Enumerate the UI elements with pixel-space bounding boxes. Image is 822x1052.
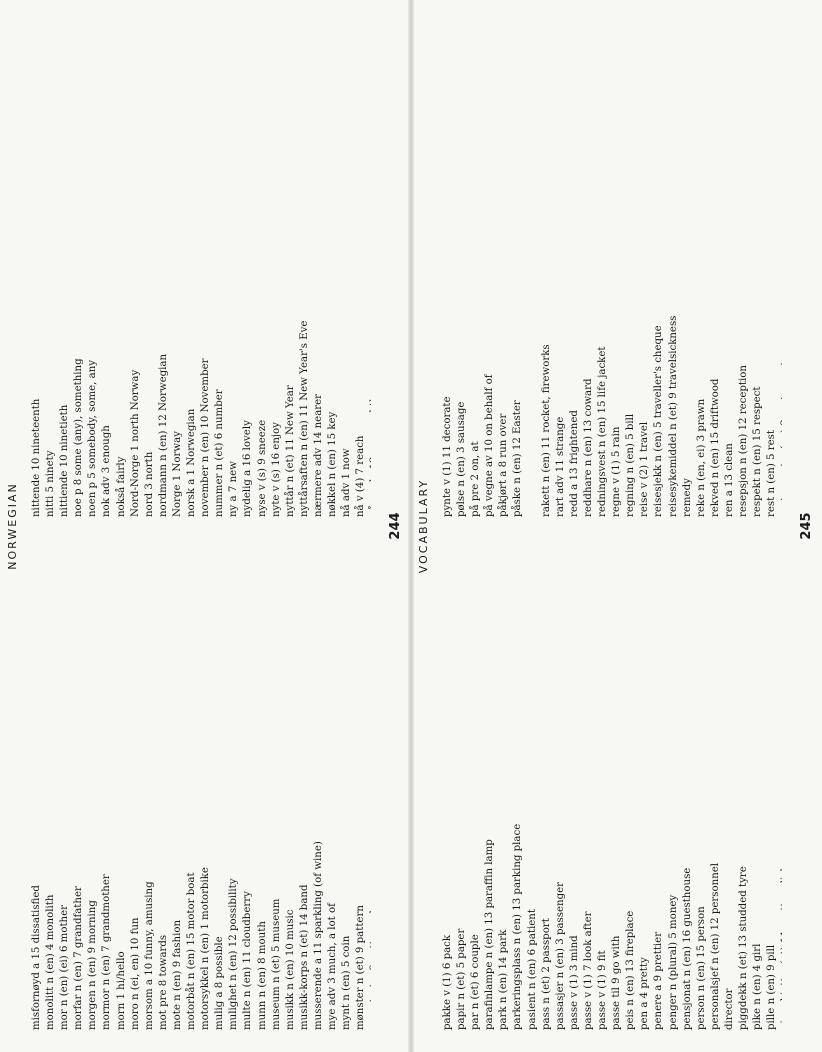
vocab-entry: noen p 5 somebody, some, any bbox=[87, 359, 99, 517]
vocab-entry: reisesykemiddel n (et) 9 travelsickness bbox=[667, 315, 679, 517]
vocab-entry: mor n (en) (ei) 6 mother bbox=[59, 904, 71, 1030]
vocab-entry: nittende 10 nineteenth bbox=[31, 398, 42, 517]
vocab-entry: rart adv 11 strange bbox=[554, 416, 566, 517]
vocab-entry: respekt n (en) 15 respect bbox=[752, 386, 764, 517]
vocab-entry: musikk-korps n (et) 14 band bbox=[298, 884, 310, 1030]
vocab-entry: ny a 7 new bbox=[228, 461, 240, 517]
vocab-entry: monolitt n (en) 4 monolith bbox=[45, 894, 57, 1030]
vocab-entry: parafinlampe n (en) 13 paraffin lamp bbox=[484, 839, 496, 1030]
vocab-entry: munn n (en) 8 mouth bbox=[256, 921, 268, 1030]
page-number: 244 bbox=[388, 512, 403, 540]
vocab-entry: rest n (en) 5 rest bbox=[766, 430, 778, 517]
vocab-entry: director bbox=[723, 988, 735, 1030]
vocab-entry: pasient n (en) 6 patient bbox=[526, 909, 538, 1030]
vocab-entry: pass n (et) 2 passport bbox=[540, 918, 552, 1030]
vocab-entry: nå adv 1 now bbox=[341, 448, 353, 517]
vocab-entry: pille n (en) 9 pill bbox=[766, 944, 778, 1030]
vocabulary-columns bbox=[441, 22, 782, 1030]
vocab-entry: motorbåt n (en) 15 motor boat bbox=[186, 872, 198, 1030]
vocab-entry: musikk n (en) 10 music bbox=[284, 909, 296, 1030]
vocab-entry: passe v (1) 7 look after bbox=[582, 911, 594, 1030]
vocab-entry: pølse n (en) 3 sausage bbox=[456, 401, 468, 517]
vocab-entry: Nord-Norge 1 north Norway bbox=[129, 369, 141, 517]
vocab-entry: nord 3 north bbox=[143, 451, 155, 517]
vocab-entry: par n (et) 6 couple bbox=[470, 934, 482, 1030]
vocab-entry: mote n (en) 9 fashion bbox=[171, 919, 183, 1030]
vocab-entry: reke n (en, ei) 3 prawn bbox=[695, 398, 707, 517]
vocab-entry: mye adv 3 much, a lot of bbox=[326, 903, 338, 1030]
vocab-entry: museum n (et) 5 museum bbox=[270, 898, 282, 1030]
vocab-entry: mulig a 8 possible bbox=[214, 936, 226, 1030]
vocab-entry: Norge 1 Norway bbox=[171, 431, 183, 517]
vocab-entry: regning n (en) 5 bill bbox=[625, 413, 637, 517]
vocab-entry: påkjørt a 8 run over bbox=[498, 413, 510, 517]
vocab-entry: multe n (en) 11 cloudberry bbox=[242, 891, 254, 1030]
vocab-entry: mormor n (en) 7 grandmother bbox=[101, 874, 113, 1030]
vocab-entry: påske n (en) 12 Easter bbox=[512, 400, 524, 517]
vocab-entry: nordmann n (en) 12 Norwegian bbox=[157, 353, 169, 517]
vocab-entry: person n (en) 15 person bbox=[695, 906, 707, 1030]
vocab-entry: penere a 9 prettier bbox=[653, 931, 665, 1030]
vocab-column bbox=[30, 22, 371, 517]
vocab-entry: noe p 8 some (any), something bbox=[73, 358, 85, 517]
right-page bbox=[411, 0, 822, 1052]
vocab-entry: ren a 13 clean bbox=[723, 443, 735, 517]
vocab-entry: nyte v (s) 16 enjoy bbox=[270, 422, 282, 517]
vocab-entry: på vegne av 10 on behalf of bbox=[484, 374, 496, 517]
vocab-entry: nummer n (et) 6 number bbox=[214, 389, 226, 517]
vocab-entry: nok adv 3 enough bbox=[101, 425, 113, 517]
vocab-entry: nyttårsaften n (en) 11 New Year's Eve bbox=[298, 320, 310, 517]
vocab-entry bbox=[368, 22, 371, 517]
vocab-entry: musserende a 11 sparkling (of wine) bbox=[312, 841, 324, 1030]
vocab-entry: personalsjef n (en) 12 personnel bbox=[709, 862, 721, 1030]
vocab-entry: papir n (et) 5 paper bbox=[456, 928, 468, 1030]
vocab-entry: passe v (1) 3 mind bbox=[568, 935, 580, 1030]
page-header: VOCABULARY bbox=[417, 478, 430, 574]
vocab-entry: passasjer n (en) 3 passenger bbox=[554, 881, 566, 1030]
vocab-entry: på pre 2 on, at bbox=[470, 441, 482, 517]
vocab-entry: remedy bbox=[681, 478, 693, 517]
vocab-entry: nøkkel n (en) 15 key bbox=[326, 411, 338, 517]
vocab-entry: pen a 4 pretty bbox=[639, 957, 651, 1030]
page-number: 245 bbox=[799, 512, 814, 540]
vocab-entry: mot pre 8 towards bbox=[157, 934, 169, 1030]
vocab-entry: nokså fairly bbox=[115, 456, 127, 517]
vocab-entry: nærmere adv 14 nearer bbox=[312, 393, 324, 517]
vocab-entry: reddhare n (en) 13 coward bbox=[582, 378, 594, 517]
vocab-entry bbox=[779, 535, 782, 1030]
vocab-entry: morn 1 hi/hello bbox=[115, 951, 127, 1030]
vocab-entry: nydelig a 16 lovely bbox=[242, 420, 254, 517]
vocab-entry: reisesjekk n (en) 5 traveller's cheque bbox=[653, 325, 665, 517]
vocab-entry: norsk a 1 Norwegian bbox=[186, 408, 198, 517]
page-header: NORWEGIAN bbox=[6, 482, 19, 570]
vocab-entry: nitti 5 ninety bbox=[45, 450, 57, 517]
vocab-column bbox=[441, 535, 782, 1030]
vocab-entry: morfar n (en) 7 grandfather bbox=[73, 886, 85, 1030]
vocab-entry: nittiende 10 ninetieth bbox=[59, 404, 71, 517]
vocab-entry: mulighet n (en) 12 possibility bbox=[228, 878, 240, 1030]
vocab-column bbox=[441, 22, 782, 517]
vocab-entry: nyttår n (et) 11 New Year bbox=[284, 385, 296, 517]
vocab-entry bbox=[779, 22, 782, 517]
vocab-entry: reise v (2) 1 travel bbox=[639, 421, 651, 517]
vocab-entry: rekved n (en) 15 driftwood bbox=[709, 378, 721, 517]
vocab-entry: passe v (1) 9 fit bbox=[597, 950, 609, 1030]
vocab-entry: morgen n (en) 9 morning bbox=[87, 900, 99, 1030]
vocab-entry: misfornøyd a 15 dissatisfied bbox=[31, 885, 42, 1030]
vocab-column bbox=[30, 535, 371, 1030]
vocab-entry: mynt n (en) 5 coin bbox=[341, 935, 353, 1030]
vocab-entry: piggdekk n (et) 13 studded tyre bbox=[737, 866, 749, 1030]
vocab-entry: passe til 9 go with bbox=[611, 935, 623, 1030]
vocab-entry: peis n (en) 13 fireplace bbox=[625, 910, 637, 1030]
vocab-entry: nå v (4) 7 reach bbox=[355, 435, 367, 517]
vocab-entry: park n (en) 14 park bbox=[498, 929, 510, 1030]
vocab-entry: morsom a 10 funny, amusing bbox=[143, 881, 155, 1030]
vocab-entry bbox=[368, 535, 371, 1030]
vocab-entry: pensjonat n (en) 16 guesthouse bbox=[681, 867, 693, 1030]
vocab-entry bbox=[526, 22, 540, 517]
vocab-entry: mønster n (et) 9 pattern bbox=[355, 905, 367, 1030]
vocab-entry: redd a 13 frightened bbox=[568, 410, 580, 517]
vocabulary-columns bbox=[30, 22, 371, 1030]
vocab-entry: pakke v (1) 6 pack bbox=[442, 934, 453, 1030]
vocab-entry: regne v (1) 5 rain bbox=[611, 426, 623, 517]
vocab-entry: moro n (ei, en) 10 fun bbox=[129, 917, 141, 1030]
vocab-entry: pike n (en) 4 girl bbox=[752, 943, 764, 1030]
vocab-entry: resepsjon n (en) 12 reception bbox=[737, 365, 749, 517]
vocab-entry: nyse v (s) 9 sneeze bbox=[256, 419, 268, 517]
vocab-entry: rakett n (en) 11 rocket, fireworks bbox=[540, 344, 552, 517]
vocab-entry: redningsvest n (en) 15 life jacket bbox=[597, 346, 609, 517]
vocab-entry: penger n (plural) 5 money bbox=[667, 894, 679, 1030]
vocab-entry: pynte v (1) 11 decorate bbox=[442, 396, 453, 517]
vocab-entry: parkeringsplass n (en) 13 parking place bbox=[512, 823, 524, 1030]
vocab-entry: motorsykkel n (en) 1 motorbike bbox=[200, 867, 212, 1030]
vocab-entry: november n (en) 10 November bbox=[200, 358, 212, 517]
